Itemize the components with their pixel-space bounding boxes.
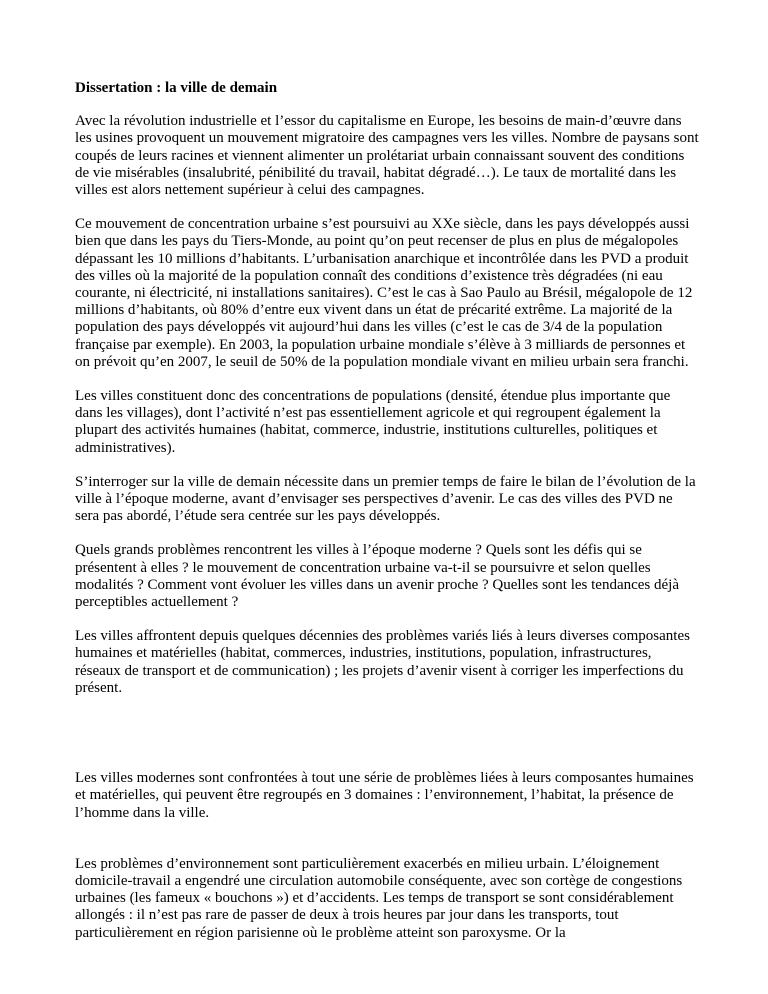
paragraph-intro-industrial-revolution: Avec la révolution industrielle et l’essor du capitalisme en Europe, les besoins de main-d’œuvre dans les usines provoquent un mouvement migratoire des campagnes vers les villes. Nombre de paysans sont coupés de leurs racines et viennent alimenter un prolétariat urbain connaissant souvent des conditions de vie misérables (insalubrité, pénibilité du travail, habitat dégradé…). Le taux de mortalité dans les villes est alors nettement supérieur à celui des campagnes. <box>75 113 699 199</box>
paragraph-problems-overview: Les villes modernes sont confrontées à tout une série de problèmes liées à leurs composantes humaines et matérielles, qui peuvent être regroupés en 3 domaines : l’environnement, l’habitat, la présence de l’homme dans la ville. <box>75 770 694 821</box>
document-title: Dissertation : la ville de demain <box>75 80 278 96</box>
paragraph-environment-problems: Les problèmes d’environnement sont particulièrement exacerbés en milieu urbain. L’éloignement domicile-travail a engendré une circulation automobile conséquente, avec son cortège de congestions urbaines (les fameux « bouchons ») et d’accidents. Les temps de transport se sont considérablement allongés : il n’est pas rare de passer de deux à trois heures par jour dans les transports, tout particulièrement en région parisienne où le problème atteint son paroxysme. Or la <box>75 855 683 941</box>
paragraph-city-definition: Les villes constituent donc des concentrations de populations (densité, étendue plus importante que dans les villages), dont l’activité n’est pas essentiellement agricole et qui regroupent également la plupart des activités humaines (habitat, commerce, industrie, institutions culturelles, politiques et administratives). <box>75 388 671 456</box>
document-page <box>75 80 700 959</box>
paragraph-thesis: Les villes affrontent depuis quelques décennies des problèmes variés liés à leurs diverses composantes humaines et matérielles (habitat, commerces, industries, institutions, population, infrastructures, réseaux de transport et de communication) ; les projets d’avenir visent à corriger les imperfections du présent. <box>75 628 690 696</box>
spacer <box>75 714 700 770</box>
paragraph-questions: Quels grands problèmes rencontrent les villes à l’époque moderne ? Quels sont les défis qui se présentent à elles ? le mouvement de concentration urbaine va-t-il se poursuivre et selon quelles modalités ? Comment vont évoluer les villes dans un avenir proche ? Quelles sont les tendances déjà perceptibles actuellement ? <box>75 542 679 611</box>
paragraph-urban-concentration: Ce mouvement de concentration urbaine s’est poursuivi au XXe siècle, dans les pays développés aussi bien que dans les pays du Tiers-Monde, au point qu’on peut recenser de plus en plus de mégalopoles dépassant les 10 millions d’habitants. L’urbanisation anarchique et incontrôlée dans les PVD a produit des villes où la majorité de la population connaît des conditions d’existence très dégradées (ni eau courante, ni électricité, ni installations sanitaires). C’est le cas à Sao Paulo au Brésil, mégalopole de 12 millions d’habitants, où 80% d’entre eux vivent dans un état de précarité extrême. La majorité de la population des pays développés vit aujourd’hui dans les villes (c’est le cas de 3/4 de la population française par exemple). En 2003, la population urbaine mondiale s’élève à 3 milliards de personnes et on prévoit qu’en 2007, le seuil de 50% de la population mondiale vivant en milieu urbain sera franchi. <box>75 216 693 370</box>
paragraph-approach: S’interroger sur la ville de demain nécessite dans un premier temps de faire le bilan de l’évolution de la ville à l’époque moderne, avant d’envisager ses perspectives d’avenir. Le cas des villes des PVD ne sera pas abordé, l’étude sera centrée sur les pays développés. <box>75 473 696 525</box>
spacer <box>75 839 700 856</box>
